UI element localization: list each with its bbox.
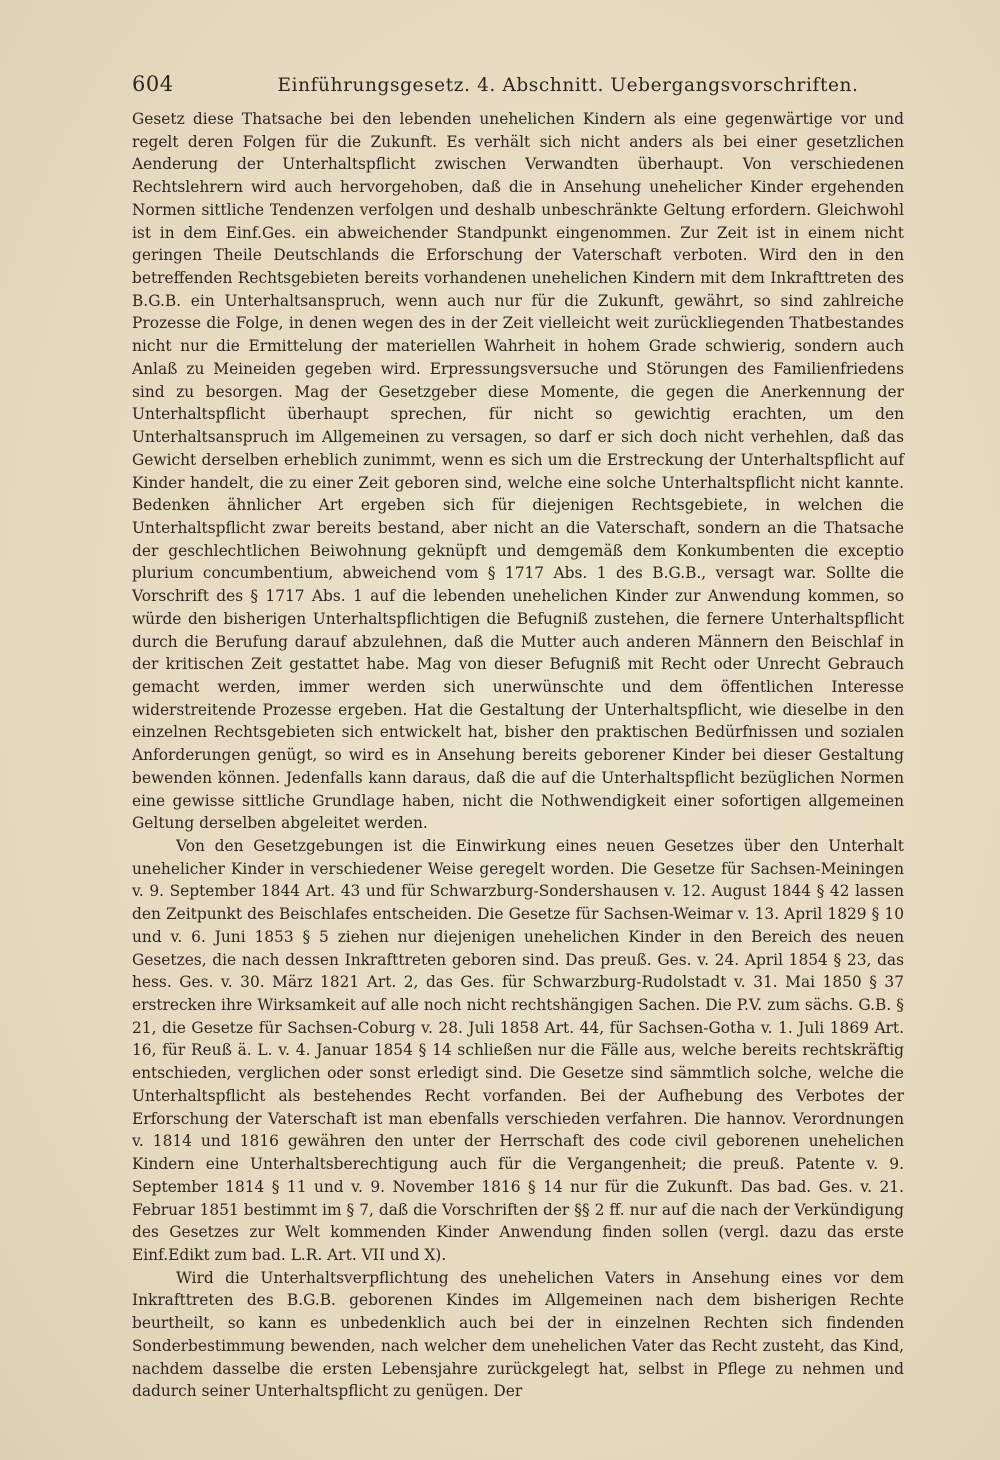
- page-header: [132, 72, 904, 96]
- paragraph-2: Von den Gesetzgebungen ist die Einwirkung eines neuen Gesetzes über den Unterhalt unehelicher Kinder in verschiedener Weise geregelt worden. Die Gesetze für Sachsen-Meiningen v. 9. September 1844 Art. 43 und für Schwarzburg-Sondershausen v. 12. August 1844 § 42 lassen den Zeitpunkt des Beischlafes entscheiden. Die Gesetze für Sachsen-Weimar v. 13. April 1829 § 10 und v. 6. Juni 1853 § 5 ziehen nur diejenigen unehelichen Kinder in den Bereich des neuen Gesetzes, die nach dessen Inkrafttreten geboren sind. Das preuß. Ges. v. 24. April 1854 § 23, das hess. Ges. v. 30. März 1821 Art. 2, das Ges. für Schwarzburg-Rudolstadt v. 31. Mai 1850 § 37 erstrecken ihre Wirksamkeit auf alle noch nicht rechtshängigen Sachen. Die P.V. zum sächs. G.B. § 21, die Gesetze für Sachsen-Coburg v. 28. Juli 1858 Art. 44, für Sachsen-Gotha v. 1. Juli 1869 Art. 16, für Reuß ä. L. v. 4. Januar 1854 § 14 schließen nur die Fälle aus, welche bereits rechtskräftig entschieden, verglichen oder sonst erledigt sind. Die Gesetze sind sämmtlich solche, welche die Unterhaltspflicht als bestehendes Recht vorfanden. Bei der Aufhebung des Verbotes der Erforschung der Vaterschaft ist man ebenfalls verschieden verfahren. Die hannov. Verordnungen v. 1814 und 1816 gewähren den unter der Herrschaft des code civil geborenen unehelichen Kindern eine Unterhaltsberechtigung auch für die Vergangenheit; die preuß. Patente v. 9. September 1814 § 11 und v. 9. November 1816 § 14 nur für die Zukunft. Das bad. Ges. v. 21. Februar 1851 bestimmt im § 7, daß die Vorschriften der §§ 2 ff. nur auf die nach der Verkündigung des Gesetzes zur Welt kommenden Kinder Anwendung finden sollen (vergl. dazu das erste Einf.Edikt zum bad. L.R. Art. VII und X).: [132, 837, 904, 1264]
- running-title: Einführungsgesetz. 4. Abschnitt. Uebergangsvorschriften.: [277, 75, 859, 96]
- body-text: [132, 108, 904, 1403]
- page-number: 604: [132, 72, 174, 96]
- paragraph-3: Wird die Unterhaltsverpflichtung des unehelichen Vaters in Ansehung eines vor dem Inkrafttreten des B.G.B. geborenen Kindes im Allgemeinen nach dem bisherigen Rechte beurtheilt, so kann es unbedenklich auch bei der in einzelnen Rechten sich findenden Sonderbestimmung bewenden, nach welcher dem unehelichen Vater das Recht zusteht, das Kind, nachdem dasselbe die ersten Lebensjahre zurückgelegt hat, selbst in Pflege zu nehmen und dadurch seiner Unterhaltspflicht zu genügen. Der: [132, 1268, 904, 1401]
- paragraph-1: Gesetz diese Thatsache bei den lebenden unehelichen Kindern als eine gegenwärtige vor und regelt deren Folgen für die Zukunft. Es verhält sich nicht anders als bei einer gesetzlichen Aenderung der Unterhaltspflicht zwischen Verwandten überhaupt. Von verschiedenen Rechtslehrern wird auch hervorgehoben, daß die in Ansehung unehelicher Kinder ergehenden Normen sittliche Tendenzen verfolgen und deshalb unbeschränkte Geltung erfordern. Gleichwohl ist in dem Einf.Ges. ein abweichender Standpunkt eingenommen. Zur Zeit ist in einem nicht geringen Theile Deutschlands die Erforschung der Vaterschaft verboten. Wird den in den betreffenden Rechtsgebieten bereits vorhandenen unehelichen Kindern mit dem Inkrafttreten des B.G.B. ein Unterhaltsanspruch, wenn auch nur für die Zukunft, gewährt, so sind zahlreiche Prozesse die Folge, in denen wegen des in der Zeit vielleicht weit zurückliegenden Thatbestandes nicht nur die Ermittelung der materiellen Wahrheit in hohem Grade schwierig, sondern auch Anlaß zu Meineiden gegeben wird. Erpressungsversuche und Störungen des Familienfriedens sind zu besorgen. Mag der Gesetzgeber diese Momente, die gegen die Anerkennung der Unterhaltspflicht überhaupt sprechen, für nicht so gewichtig erachten, um den Unterhaltsanspruch im Allgemeinen zu versagen, so darf er sich doch nicht verhehlen, daß das Gewicht derselben erheblich zunimmt, wenn es sich um die Erstreckung der Unterhaltspflicht auf Kinder handelt, die zu einer Zeit geboren sind, welche eine solche Unterhaltspflicht nicht kannte. Bedenken ähnlicher Art ergeben sich für diejenigen Rechtsgebiete, in welchen die Unterhaltspflicht zwar bereits bestand, aber nicht an die Vaterschaft, sondern an die Thatsache der geschlechtlichen Beiwohnung geknüpft und demgemäß dem Konkumbenten die exceptio plurium concumbentium, abweichend vom § 1717 Abs. 1 des B.G.B., versagt war. Sollte die Vorschrift des § 1717 Abs. 1 auf die lebenden unehelichen Kinder zur Anwendung kommen, so würde den bisherigen Unterhaltspflichtigen die Befugniß zustehen, die fernere Unterhaltspflicht durch die Berufung darauf abzulehnen, daß die Mutter auch anderen Männern den Beischlaf in der kritischen Zeit gestattet habe. Mag von dieser Befugniß mit Recht oder Unrecht Gebrauch gemacht werden, immer werden sich unerwünschte und dem öffentlichen Interesse widerstreitende Prozesse ergeben. Hat die Gestaltung der Unterhaltspflicht, wie dieselbe in den einzelnen Rechtsgebieten sich entwickelt hat, bisher den praktischen Bedürfnissen und sozialen Anforderungen genügt, so wird es in Ansehung bereits geborener Kinder bei dieser Gestaltung bewenden können. Jedenfalls kann daraus, daß die auf die Unterhaltspflicht bezüglichen Normen eine gewisse sittliche Grundlage haben, nicht die Nothwendigkeit einer sofortigen allgemeinen Geltung derselben abgeleitet werden.: [132, 110, 904, 833]
